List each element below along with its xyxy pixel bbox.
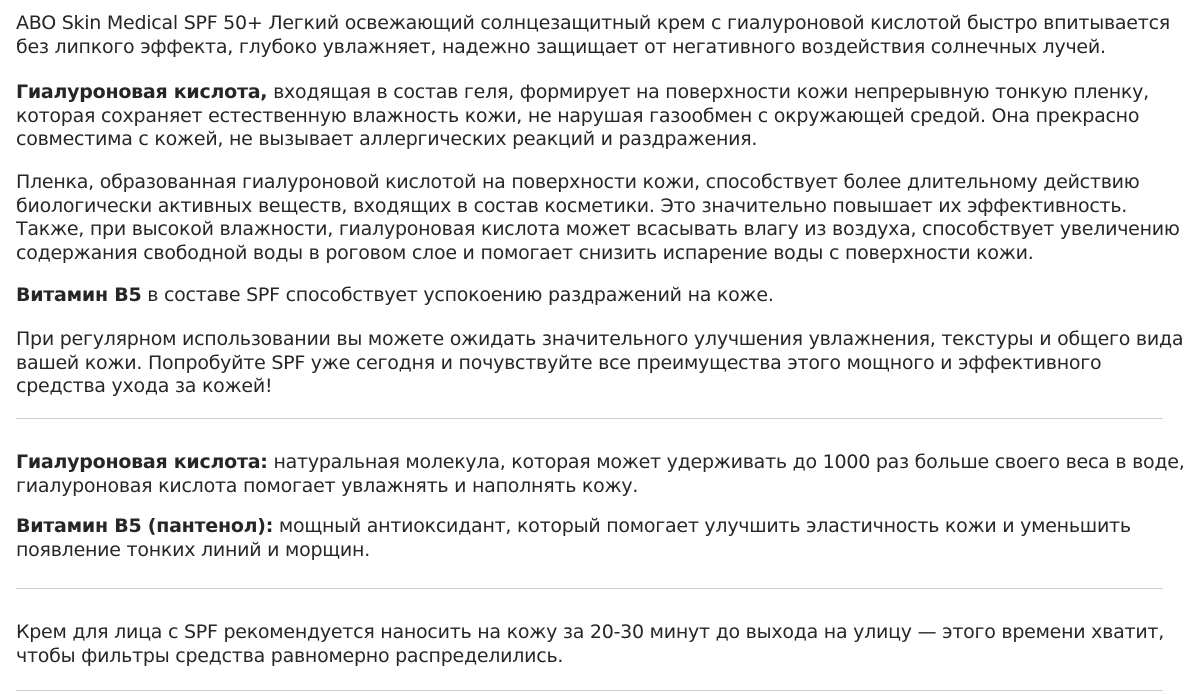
vitamin-text: в составе SPF способствует успокоению раздражений на коже. xyxy=(141,284,774,306)
vitamin-paragraph xyxy=(16,284,1186,308)
panthenol-text: мощный антиоксидант, который помогает улучшить эластичность кожи и уменьшить появление тонких линий и морщин. xyxy=(16,515,1131,561)
vitamin-heading: Витамин B5 xyxy=(16,284,142,306)
hyaluronic-benefit-heading: Гиалуроновая кислота: xyxy=(16,451,268,473)
film-paragraph: Пленка, образованная гиалуроновой кислотой на поверхности кожи, способствует более длительному действию биологически активных веществ, входящих в состав косметики. Это значительно повышает их эффективность. Также, при высокой влажности, гиалуроновая кислота может всасывать влагу из воздуха, способствует увеличению содержания свободной воды в роговом слое и помогает снизить испарение воды с поверхности кожи. xyxy=(16,171,1180,264)
regular-use-paragraph: При регулярном использовании вы можете ожидать значительного улучшения увлажнения, текстуры и общего вида вашей кожи. Попробуйте SPF уже сегодня и почувствуйте все преимущества этого мощного и эффективного средства ухода за кожей! xyxy=(16,328,1184,397)
divider-2 xyxy=(16,588,1163,589)
divider-3 xyxy=(16,690,1163,691)
panthenol-heading: Витамин B5 (пантенол): xyxy=(16,515,274,537)
hyaluronic-paragraph xyxy=(16,81,1186,152)
hyaluronic-heading: Гиалуроновая кислота, xyxy=(16,81,268,103)
intro-paragraph: ABO Skin Medical SPF 50+ Легкий освежающий солнцезащитный крем с гиалуроновой кислотой быстро впитывается без липкого эффекта, глубоко увлажняет, надежно защищает от негативного воздействия солнечных лучей. xyxy=(16,12,1170,58)
application-paragraph: Крем для лица с SPF рекомендуется наносить на кожу за 20-30 минут до выхода на улицу — этого времени хватит, чтобы фильтры средства равномерно распределились. xyxy=(16,621,1165,667)
hyaluronic-text: входящая в состав геля, формирует на поверхности кожи непрерывную тонкую пленку, которая сохраняет естественную влажность кожи, не нарушая газообмен с окружающей средой. Она прекрасно совместима с кожей, не вызывает аллергических реакций и раздражения. xyxy=(16,81,1149,150)
divider-1 xyxy=(16,418,1163,419)
hyaluronic-benefit-text: натуральная молекула, которая может удерживать до 1000 раз больше своего веса в воде, гиалуроновая кислота помогает увлажнять и наполнять кожу. xyxy=(16,451,1185,497)
hyaluronic-benefit-paragraph xyxy=(16,451,1186,498)
panthenol-paragraph xyxy=(16,515,1186,562)
